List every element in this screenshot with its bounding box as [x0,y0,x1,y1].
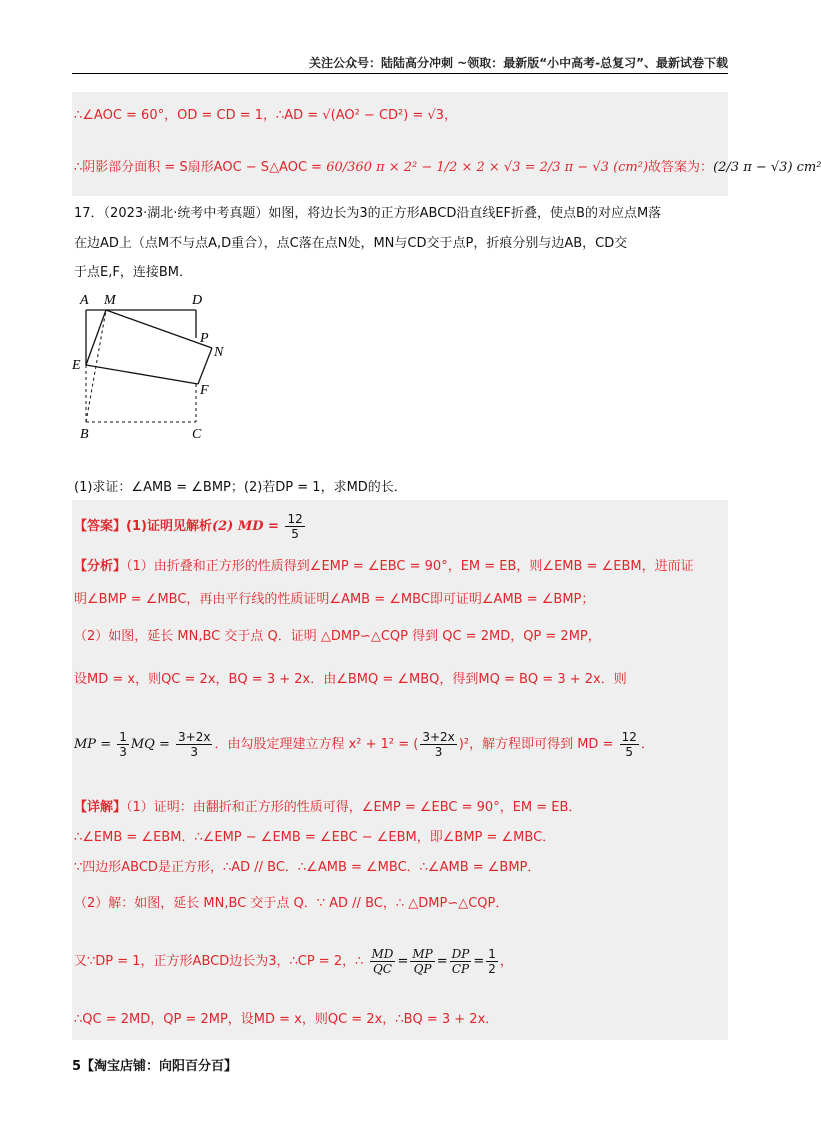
analysis-line4: 设MD = x，则QC = 2x，BQ = 3 + 2x．由∠BMQ = ∠MBQ，得到MQ = BQ = 3 + 2x．则 [74,672,627,687]
answer-label: 【答案】 [74,519,127,534]
header-rule [72,73,728,74]
label-M: M [104,293,116,308]
analysis-frac-mq: $\frac{3+2x}{3}$ [178,730,211,759]
answer-line [74,512,307,541]
detail-line3: ∵四边形ABCD是正方形，∴AD // BC．∴∠AMB = ∠MBC．∴∠AMB = ∠BMP． [74,860,541,875]
answer-fraction: $\frac{12}{5}$ [287,512,303,541]
detail-line6: ∴QC = 2MD，QP = 2MP，设MD = x，则QC = 2x，∴BQ = 3 + 2x． [74,1012,499,1027]
analysis-line1: 【分析】（1）由折叠和正方形的性质得到∠EMP = ∠EBC = 90°，EM = EB，则∠EMB = ∠EBM，进而证 [74,559,694,574]
geometry-figure [72,288,242,448]
prev-solution-area-expr: 60/360 π × 2² − 1/2 × 2 × √3 = 2/3 π − √3 (cm²) [326,160,649,175]
label-A: A [80,293,89,308]
answer-part2: (2) MD = [211,519,284,534]
detail-frac-mp-qp: $\frac{MP}{QP}$ [412,947,433,976]
page-footer: 5【淘宝店铺：向阳百分百】 [72,1059,238,1074]
prev-solution-answer-label: 故答案为： [648,160,714,175]
label-P: P [200,331,209,346]
detail-line5: 又∵DP = 1，正方形ABCD边长为3，∴CP = 2，∴ $\frac{MD}{QC}$ = $\frac{MP}{QP}$ = $\frac{DP}{CP}$ = $\frac{1}{2}$ ， [74,947,513,976]
detail-frac-md-qc: $\frac{MD}{QC}$ [371,947,394,976]
analysis-label: 【分析】 [74,559,127,574]
analysis-line3: （2）如图，延长 MN,BC 交于点 Q．证明 △DMP∽△CQP 得到 QC = 2MD，QP = 2MP， [74,629,601,644]
analysis-frac-one-third: $\frac{1}{3}$ [119,730,127,759]
label-C: C [192,427,202,442]
analysis-line2: 明∠BMP = ∠MBC，再由平行线的性质证明∠AMB = ∠MBC即可证明∠AMB = ∠BMP； [74,592,595,607]
problem-questions: (1)求证：∠AMB = ∠BMP；(2)若DP = 1，求MD的长． [74,480,407,495]
label-B: B [80,427,89,442]
prev-solution-answer: (2/3 π − √3) cm² [713,160,821,175]
detail-frac-half: $\frac{1}{2}$ [488,947,496,976]
label-D: D [192,293,203,308]
label-N: N [214,345,224,360]
detail-line2: ∴∠EMB = ∠EBM．∴∠EMP − ∠EMB = ∠EBC − ∠EBM，即∠BMP = ∠MBC． [74,830,556,845]
analysis-frac-pythagoras: $\frac{3+2x}{3}$ [422,730,455,759]
detail-line1: 【详解】（1）证明：由翻折和正方形的性质可得，∠EMP = ∠EBC = 90°，EM = EB． [74,800,582,815]
label-E: E [72,358,81,373]
problem-line3: 于点E,F，连接BM． [74,265,192,280]
prev-solution-line2 [74,156,821,175]
fold-line-EF [86,365,198,384]
page-header: 关注公众号：陆陆高分冲刺 ~领取：最新版“小中高考-总复习”、最新试卷下载 [309,56,728,70]
detail-label: 【详解】 [74,800,127,815]
analysis-line5: MP = $\frac{1}{3}$ MQ = $\frac{3+2x}{3}$ ．由勾股定理建立方程 x² + 1² = ( $\frac{3+2x}{3}$ )²，解方程即可得到 MD = $\frac{12}{5}$ ． [74,730,654,759]
label-F: F [200,383,209,398]
answer-part1: (1)证明见解析 [126,519,212,534]
edge-EM [86,310,106,365]
edge-NF [198,348,212,384]
detail-line4: （2）解：如图，延长 MN,BC 交于点 Q．∵ AD // BC，∴ △DMP∽△CQP． [74,896,509,911]
problem-line2: 在边AD上（点M不与点A,D重合），点C落在点N处，MN与CD交于点P，折痕分别与边AB，CD交 [74,236,628,251]
problem-line1: 17．（2023·湖北·统考中考真题）如图，将边长为3的正方形ABCD沿直线EF折叠，使点B的对应点M落 [74,206,662,221]
detail-frac-dp-cp: $\frac{DP}{CP}$ [451,947,470,976]
analysis-frac-result: $\frac{12}{5}$ [621,730,637,759]
prev-solution-line1: ∴∠AOC = 60°，OD = CD = 1，∴AD = √(AO² − CD²) = √3， [74,108,458,123]
prev-solution-area-label: ∴阴影部分面积 = S扇形AOC − S△AOC = [74,160,327,175]
